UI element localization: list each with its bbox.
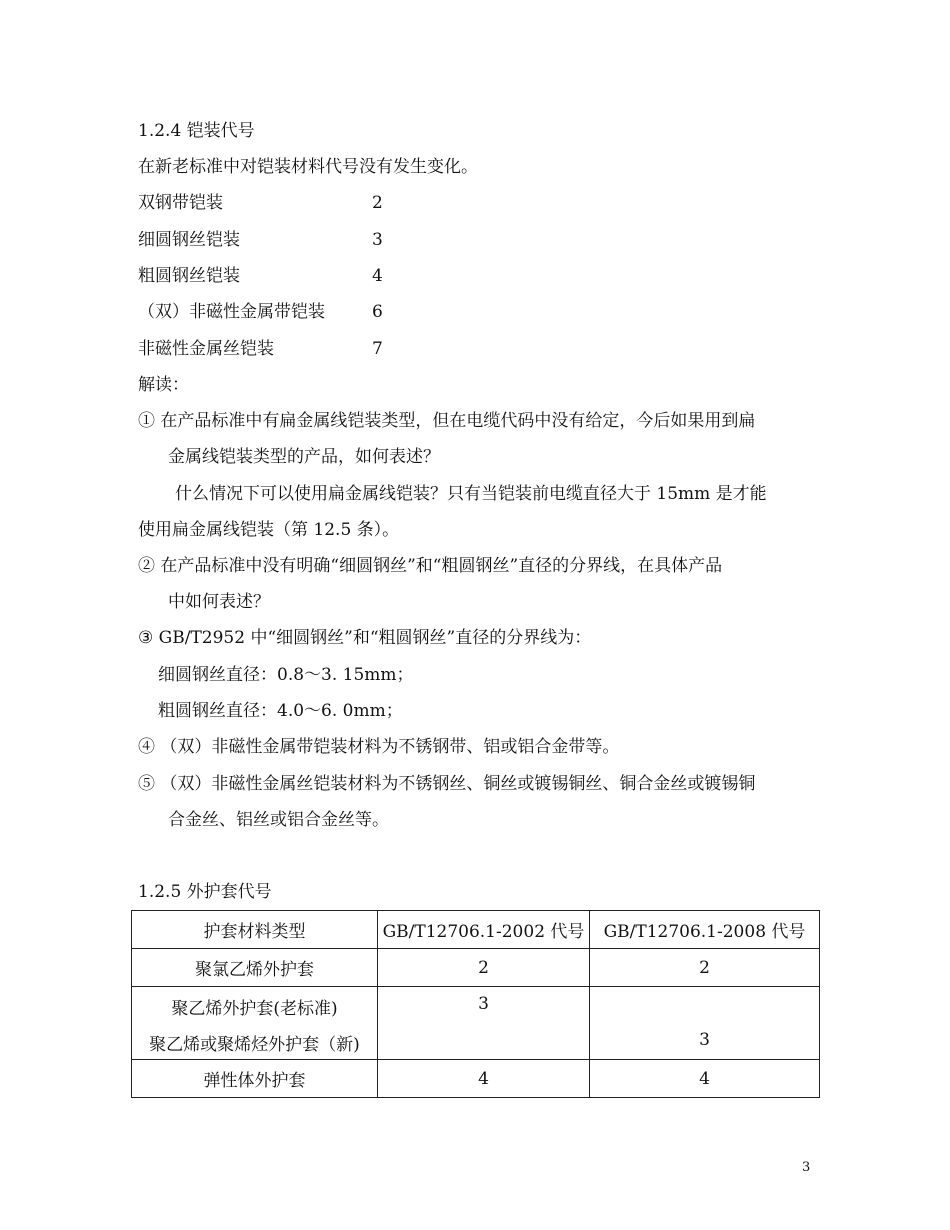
table-row [132,1060,820,1098]
table-header-row [132,911,820,949]
header-code-2008: GB/T12706.1-2008 代号 [590,911,820,949]
cell-material: 聚氯乙烯外护套 [132,949,378,987]
point-1b-line-1: 什么情况下可以使用扁金属线铠装？只有当铠装前电缆直径大于 15mm 是才能 [175,484,767,504]
point-5-line-2: 合金丝、铝丝或铝合金丝等。 [168,810,389,830]
armor-item-name: 细圆钢丝铠装 [138,230,240,250]
point-2-line-1: ② 在产品标准中没有明确“细圆钢丝”和“粗圆钢丝”直径的分界线，在具体产品 [138,556,723,576]
armor-item-code: 3 [372,230,383,250]
armor-item-code: 2 [372,193,383,213]
cell-code-2002: 2 [378,949,590,987]
cell-code-2008: 4 [590,1060,820,1098]
point-3-line-1: ③ GB/T2952 中“细圆钢丝”和“粗圆钢丝”直径的分界线为： [138,628,592,648]
sheath-code-table [131,910,820,1098]
armor-item-code: 4 [372,266,383,286]
cell-code-2008-value: 3 [699,1030,710,1050]
cell-material-old: 聚乙烯外护套(老标准) [171,999,338,1019]
point-4-line-1: ④ （双）非磁性金属带铠装材料为不锈钢带、铝或铝合金带等。 [138,737,620,757]
armor-item-name: 非磁性金属丝铠装 [138,339,274,359]
cell-material: 弹性体外护套 [132,1060,378,1098]
point-5-line-1: ⑤ （双）非磁性金属丝铠装材料为不锈钢丝、铜丝或镀锡铜丝、铜合金丝或镀锡铜 [138,774,756,794]
cell-code-2002: 4 [378,1060,590,1098]
point-1-line-2: 金属线铠装类型的产品，如何表述？ [168,447,440,467]
cell-code-2008: 2 [590,949,820,987]
table-row [132,987,820,1060]
point-1b-line-2: 使用扁金属线铠装（第 12.5 条）。 [138,520,400,540]
section-heading-124: 1.2.4 铠装代号 [138,121,255,141]
armor-item-code: 7 [372,339,383,359]
point-3-fine-wire: 细圆钢丝直径：0.8～3. 15mm； [158,665,414,685]
armor-item-name: 双钢带铠装 [138,193,223,213]
cell-code-2002 [378,987,590,1060]
cell-material [132,987,378,1060]
cell-code-2008 [590,987,820,1060]
armor-item-name: 粗圆钢丝铠装 [138,266,240,286]
armor-item-name: （双）非磁性金属带铠装 [138,302,325,322]
interpretation-label: 解读： [138,375,189,395]
table-row [132,949,820,987]
header-material-type: 护套材料类型 [132,911,378,949]
point-3-coarse-wire: 粗圆钢丝直径：4.0～6. 0mm； [158,701,403,721]
section-intro: 在新老标准中对铠装材料代号没有发生变化。 [138,157,478,177]
cell-code-2002-value: 3 [478,994,489,1014]
armor-item-code: 6 [372,302,383,322]
section-heading-125: 1.2.5 外护套代号 [138,882,272,902]
point-1-line-1: ① 在产品标准中有扁金属线铠装类型，但在电缆代码中没有给定，今后如果用到扁 [138,411,756,431]
cell-material-new: 聚乙烯或聚烯烃外护套（新) [149,1035,360,1055]
point-2-line-2: 中如何表述？ [168,592,270,612]
page-number: 3 [802,1160,811,1175]
header-code-2002: GB/T12706.1-2002 代号 [378,911,590,949]
